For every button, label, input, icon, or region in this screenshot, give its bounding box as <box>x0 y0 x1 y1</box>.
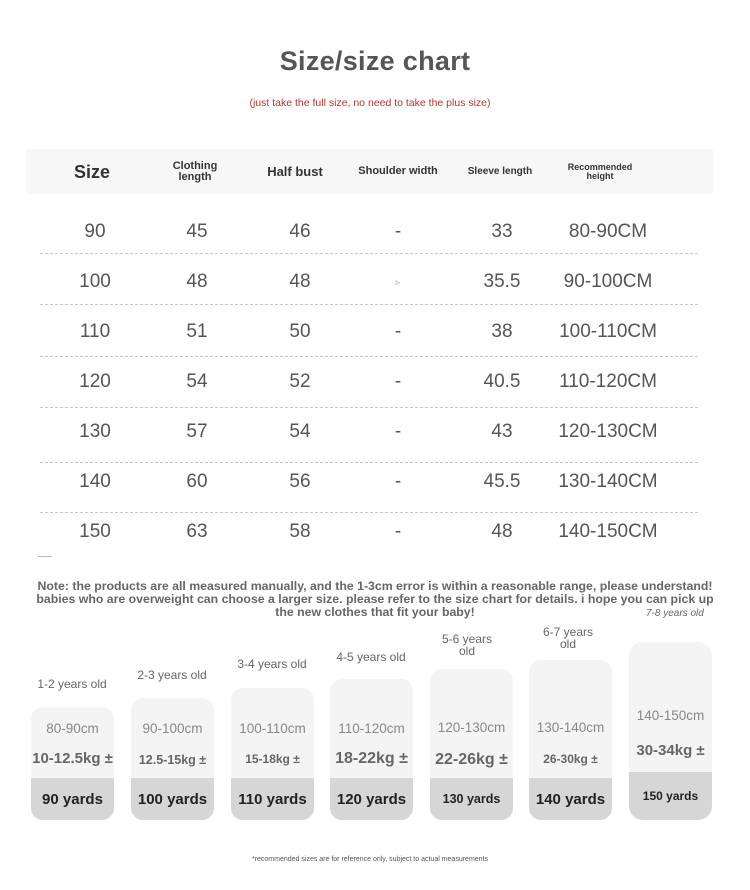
size-card-150 <box>629 642 712 820</box>
cell-sleeve-length: 45.5 <box>483 471 521 492</box>
cell-shoulder-width: - <box>394 421 402 442</box>
header-shoulder-width: Shoulder width <box>358 165 438 177</box>
card-weight: 26-30kg ± <box>543 752 598 766</box>
header-sleeve-length: Sleeve length <box>467 165 533 177</box>
card-height-range: 80-90cm <box>46 721 99 736</box>
card-height-range: 100-110cm <box>239 721 306 736</box>
cell-clothing-length: 45 <box>186 221 208 242</box>
card-age-label: 5-6 years old <box>441 632 493 658</box>
cell-half-bust: 50 <box>289 321 311 342</box>
card-yards: 130 yards <box>430 778 513 820</box>
card-weight: 15-18kg ± <box>245 752 300 766</box>
card-height-range: 110-120cm <box>338 721 405 736</box>
cell-recommended-height: 130-140CM <box>558 471 658 492</box>
cell-sleeve-length: 38 <box>491 321 513 342</box>
size-card-110 <box>231 688 314 820</box>
card-weight: 22-26kg ± <box>435 751 508 768</box>
cell-clothing-length: 60 <box>186 471 208 492</box>
cell-sleeve-length: 43 <box>491 421 513 442</box>
cell-shoulder-width: - <box>394 521 402 542</box>
table-row <box>0 357 750 407</box>
size-card-90 <box>31 707 114 820</box>
card-yards: 100 yards <box>131 778 214 820</box>
cell-clothing-length: 57 <box>186 421 208 442</box>
cell-half-bust: 46 <box>289 221 311 242</box>
row-divider <box>40 304 698 305</box>
cell-recommended-height: 110-120CM <box>559 371 657 392</box>
card-height-range: 120-130cm <box>437 720 506 735</box>
card-yards: 110 yards <box>231 778 314 820</box>
header-clothing-length: Clothing length <box>172 159 218 183</box>
card-yards: 140 yards <box>529 778 612 820</box>
card-age-label: 6-7 years old <box>542 625 594 651</box>
cell-recommended-height: 100-110CM <box>559 321 657 342</box>
header-half-bust: Half bust <box>267 164 323 179</box>
cell-sleeve-length: 35.5 <box>483 271 521 292</box>
cell-recommended-height: 140-150CM <box>558 521 658 542</box>
cell-sleeve-length: 48 <box>491 521 513 542</box>
cell-half-bust: 58 <box>289 521 311 542</box>
page-title: Size/size chart <box>279 46 471 76</box>
footnote: *recommended sizes are for reference only, subject to actual measurements <box>251 856 489 863</box>
cell-sleeve-length: 33 <box>491 221 513 242</box>
card-age-label: 2-3 years old <box>137 668 207 682</box>
card-age-label: 4-5 years old <box>336 650 406 664</box>
cell-size: 110 <box>79 321 111 342</box>
card-yards: 150 yards <box>629 772 712 820</box>
cell-sleeve-length: 40.5 <box>483 371 521 392</box>
cell-recommended-height: 90-100CM <box>563 271 653 292</box>
table-row <box>0 307 750 357</box>
cell-size: 130 <box>79 421 111 442</box>
corner-mark <box>38 556 52 557</box>
cell-clothing-length: 48 <box>186 271 208 292</box>
cell-size: 150 <box>79 521 111 542</box>
table-row <box>0 207 750 257</box>
cell-shoulder-width: - <box>394 321 402 342</box>
card-weight: 12.5-15kg ± <box>138 753 207 767</box>
size-card-120 <box>330 679 413 820</box>
table-row <box>0 457 750 507</box>
card-age-label: 1-2 years old <box>37 677 107 691</box>
card-age-label: 3-4 years old <box>237 657 307 671</box>
card-yards: 90 yards <box>31 778 114 820</box>
cell-size: 100 <box>79 271 111 292</box>
cell-shoulder-width: ▹ <box>395 276 401 287</box>
cell-shoulder-width: - <box>394 371 402 392</box>
card-height-range: 140-150cm <box>636 708 705 723</box>
cell-shoulder-width: - <box>394 221 402 242</box>
cell-recommended-height: 120-130CM <box>558 421 658 442</box>
cell-clothing-length: 54 <box>186 371 208 392</box>
card-weight: 30-34kg ± <box>636 742 705 759</box>
cell-recommended-height: 80-90CM <box>568 221 648 242</box>
measurement-note: Note: the products are all measured manually, and the 1-3cm error is within a reasonable range, please understand! babies who are overweight can choose a larger size. please refer to the size chart for details. i hope you can pick up the new clothes that fit your baby! <box>36 579 714 619</box>
card-height-range: 130-140cm <box>536 720 605 735</box>
cell-half-bust: 48 <box>289 271 311 292</box>
cell-clothing-length: 63 <box>186 521 208 542</box>
card-yards: 120 yards <box>330 778 413 820</box>
table-row <box>0 507 750 557</box>
page-subtitle: (just take the full size, no need to take the plus size) <box>249 97 491 109</box>
size-card-140 <box>529 660 612 820</box>
cell-clothing-length: 51 <box>186 321 208 342</box>
cell-shoulder-width: - <box>394 471 402 492</box>
card-weight: 10-12.5kg ± <box>32 750 113 767</box>
size-card-130 <box>430 669 513 820</box>
header-recommended-height: Recommended height <box>567 161 633 181</box>
card-weight: 18-22kg ± <box>335 750 408 767</box>
card-height-range: 90-100cm <box>142 721 203 736</box>
table-row <box>0 407 750 457</box>
card-age-label: 7-8 years old <box>646 608 704 619</box>
cell-half-bust: 54 <box>289 421 311 442</box>
size-card-100 <box>131 698 214 820</box>
cell-size: 140 <box>79 471 111 492</box>
table-row <box>0 257 750 307</box>
row-divider <box>40 253 698 254</box>
cell-half-bust: 56 <box>289 471 311 492</box>
cell-half-bust: 52 <box>289 371 311 392</box>
cell-size: 120 <box>79 371 111 392</box>
header-size: Size <box>73 161 111 182</box>
cell-size: 90 <box>84 221 106 242</box>
